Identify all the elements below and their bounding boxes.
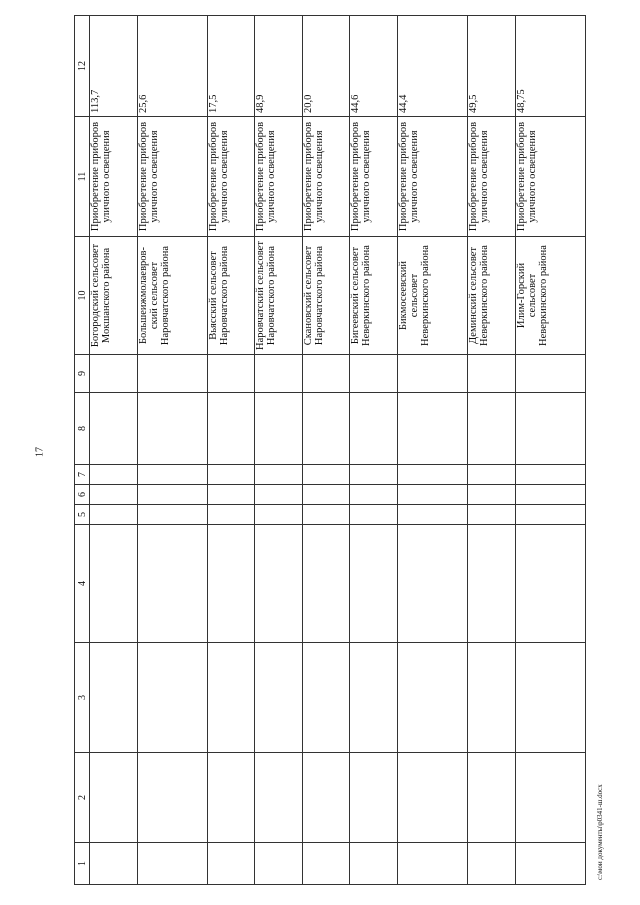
empty-cell — [515, 843, 585, 885]
empty-cell — [207, 393, 255, 465]
empty-cell — [207, 525, 255, 643]
empty-cell — [255, 465, 303, 485]
amount-cell: 17,5 — [207, 16, 255, 117]
empty-cell — [350, 355, 398, 393]
column-header: 11 — [75, 117, 90, 237]
empty-cell — [90, 485, 138, 505]
empty-cell — [255, 355, 303, 393]
table-body — [90, 16, 586, 885]
column-header: 6 — [75, 485, 90, 505]
amount-cell: 48,75 — [515, 16, 585, 117]
empty-cell — [468, 505, 516, 525]
empty-cell — [90, 505, 138, 525]
empty-cell — [302, 505, 350, 525]
amount-cell: 113,7 — [90, 16, 138, 117]
recipient-cell: Скановский сельсовет Наровчатского района — [302, 237, 350, 355]
empty-cell — [515, 465, 585, 485]
empty-cell — [468, 485, 516, 505]
empty-cell — [397, 753, 467, 843]
footer-file-path: c:\мои документы\р0341-ш.docx — [596, 784, 604, 880]
amount-cell: 44,6 — [350, 16, 398, 117]
table-row — [207, 16, 255, 885]
empty-cell — [255, 393, 303, 465]
empty-cell — [137, 393, 207, 465]
empty-cell — [90, 465, 138, 485]
empty-cell — [207, 843, 255, 885]
empty-cell — [515, 393, 585, 465]
empty-cell — [137, 843, 207, 885]
recipient-cell: Деминский сельсовет Неверкинского района — [468, 237, 516, 355]
page-number: 17 — [34, 447, 46, 457]
empty-cell — [468, 843, 516, 885]
empty-cell — [515, 505, 585, 525]
empty-cell — [468, 393, 516, 465]
table-row — [468, 16, 516, 885]
empty-cell — [468, 643, 516, 753]
column-header: 10 — [75, 237, 90, 355]
column-header: 1 — [75, 843, 90, 885]
empty-cell — [207, 355, 255, 393]
empty-cell — [255, 485, 303, 505]
empty-cell — [350, 505, 398, 525]
table-row — [255, 16, 303, 885]
recipient-cell: Наровчатский сельсовет Наровчатского района — [255, 237, 303, 355]
empty-cell — [207, 753, 255, 843]
purpose-cell: Приобретение приборов уличного освещения — [255, 117, 303, 237]
empty-cell — [207, 485, 255, 505]
column-header: 7 — [75, 465, 90, 485]
empty-cell — [137, 485, 207, 505]
empty-cell — [137, 525, 207, 643]
empty-cell — [515, 485, 585, 505]
empty-cell — [350, 643, 398, 753]
empty-cell — [350, 525, 398, 643]
empty-cell — [302, 355, 350, 393]
empty-cell — [90, 843, 138, 885]
empty-cell — [137, 505, 207, 525]
empty-cell — [515, 355, 585, 393]
empty-cell — [468, 355, 516, 393]
purpose-cell: Приобретение приборов уличного освещения — [302, 117, 350, 237]
table-row — [397, 16, 467, 885]
empty-cell — [207, 505, 255, 525]
table-row — [350, 16, 398, 885]
empty-cell — [397, 525, 467, 643]
empty-cell — [515, 525, 585, 643]
empty-cell — [207, 465, 255, 485]
recipient-cell: Бигеевский сельсовет Неверкинского района — [350, 237, 398, 355]
empty-cell — [255, 505, 303, 525]
purpose-cell: Приобретение приборов уличного освещения — [137, 117, 207, 237]
header-row — [75, 16, 90, 885]
table-row — [137, 16, 207, 885]
empty-cell — [302, 465, 350, 485]
purpose-cell: Приобретение приборов уличного освещения — [350, 117, 398, 237]
empty-cell — [137, 643, 207, 753]
amount-cell: 49,5 — [468, 16, 516, 117]
column-header: 2 — [75, 753, 90, 843]
empty-cell — [137, 465, 207, 485]
empty-cell — [468, 753, 516, 843]
column-header: 5 — [75, 505, 90, 525]
amount-cell: 44,4 — [397, 16, 467, 117]
empty-cell — [515, 643, 585, 753]
column-header: 3 — [75, 643, 90, 753]
column-header: 12 — [75, 16, 90, 117]
data-table — [74, 15, 586, 885]
recipient-cell: Вьясский сельсовет Наровчатского района — [207, 237, 255, 355]
empty-cell — [137, 753, 207, 843]
empty-cell — [350, 753, 398, 843]
empty-cell — [207, 643, 255, 753]
empty-cell — [350, 485, 398, 505]
column-header: 8 — [75, 393, 90, 465]
empty-cell — [397, 643, 467, 753]
column-header: 4 — [75, 525, 90, 643]
recipient-cell: Богородский сельсовет Мокшанского района — [90, 237, 138, 355]
amount-cell: 48,9 — [255, 16, 303, 117]
empty-cell — [302, 843, 350, 885]
recipient-cell: Илим-Горский сельсовет Неверкинского района — [515, 237, 585, 355]
empty-cell — [302, 753, 350, 843]
recipient-cell: Бикмосеевский сельсовет Неверкинского района — [397, 237, 467, 355]
empty-cell — [255, 525, 303, 643]
empty-cell — [255, 753, 303, 843]
empty-cell — [397, 465, 467, 485]
empty-cell — [397, 505, 467, 525]
recipient-cell: Большеижмолаевров-ский сельсовет Наровчатского района — [137, 237, 207, 355]
empty-cell — [255, 643, 303, 753]
empty-cell — [397, 843, 467, 885]
table-row — [90, 16, 138, 885]
empty-cell — [468, 525, 516, 643]
empty-cell — [137, 355, 207, 393]
table-row — [515, 16, 585, 885]
amount-cell: 20,0 — [302, 16, 350, 117]
empty-cell — [90, 643, 138, 753]
empty-cell — [302, 525, 350, 643]
empty-cell — [397, 355, 467, 393]
empty-cell — [90, 355, 138, 393]
empty-cell — [302, 643, 350, 753]
amount-cell: 25,6 — [137, 16, 207, 117]
empty-cell — [90, 393, 138, 465]
empty-cell — [397, 485, 467, 505]
empty-cell — [302, 393, 350, 465]
purpose-cell: Приобретение приборов уличного освещения — [515, 117, 585, 237]
empty-cell — [90, 525, 138, 643]
purpose-cell: Приобретение приборов уличного освещения — [90, 117, 138, 237]
empty-cell — [515, 753, 585, 843]
purpose-cell: Приобретение приборов уличного освещения — [468, 117, 516, 237]
empty-cell — [397, 393, 467, 465]
purpose-cell: Приобретение приборов уличного освещения — [397, 117, 467, 237]
empty-cell — [468, 465, 516, 485]
empty-cell — [302, 485, 350, 505]
column-header: 9 — [75, 355, 90, 393]
empty-cell — [90, 753, 138, 843]
rotated-table-area — [74, 16, 586, 885]
empty-cell — [350, 393, 398, 465]
empty-cell — [255, 843, 303, 885]
empty-cell — [350, 465, 398, 485]
empty-cell — [350, 843, 398, 885]
table-row — [302, 16, 350, 885]
purpose-cell: Приобретение приборов уличного освещения — [207, 117, 255, 237]
